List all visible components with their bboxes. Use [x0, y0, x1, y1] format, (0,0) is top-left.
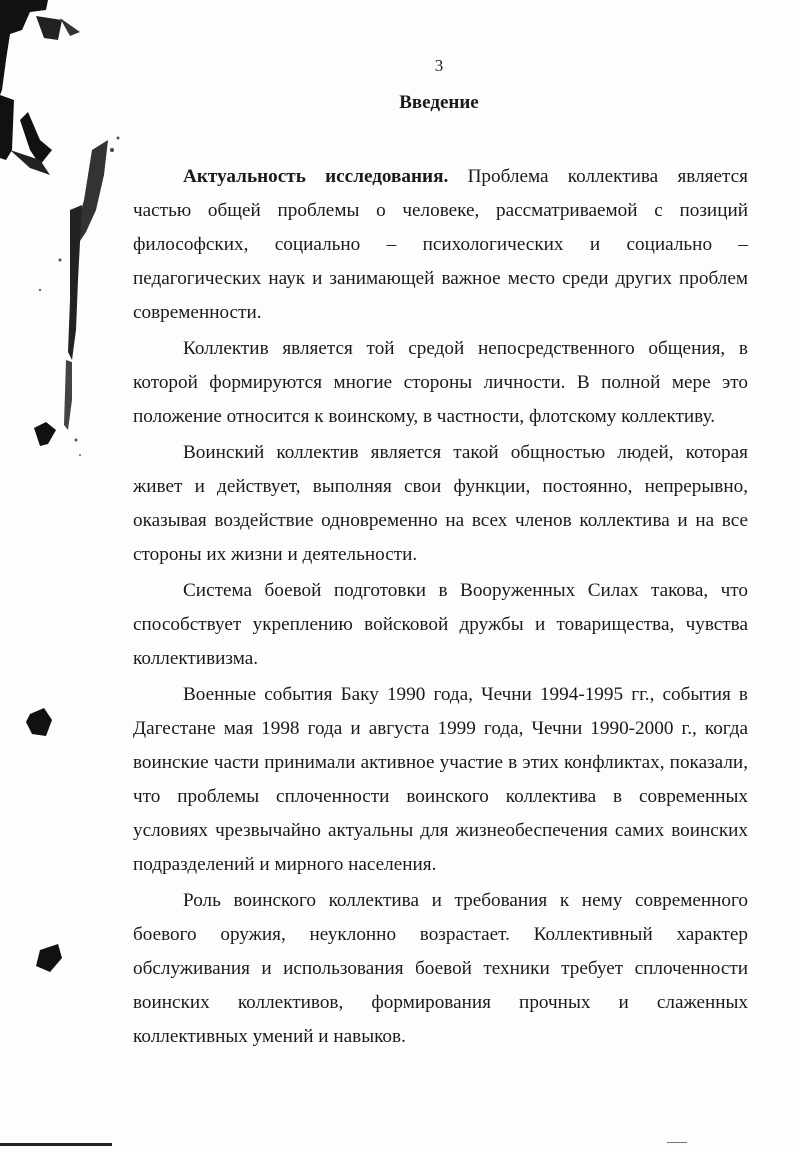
- body-text: [133, 160, 748, 1056]
- paragraph-5: Военные события Баку 1990 года, Чечни 1994-1995 гг., события в Дагестане мая 1998 года и августа 1999 года, Чечни 1990-2000 г., когда воинские части принимали активное участие в этих конфликтах, показали, что проблемы сплоченности воинского коллектива в современных условиях чрезвычайно актуальны для жизнеобеспечения самих воинских подразделений и мирного населения.: [133, 684, 748, 875]
- page-title: Введение: [399, 92, 479, 113]
- scan-edge-dash: [667, 1142, 687, 1143]
- paragraph-4: Система боевой подготовки в Вооруженных Силах такова, что способствует укреплению войсковой дружбы и товарищества, чувства коллективизма.: [133, 580, 748, 669]
- page-number: 3: [434, 56, 444, 75]
- paragraph-lead: Актуальность исследования.: [183, 166, 449, 187]
- paragraph-2: Коллектив является той средой непосредственного общения, в которой формируются многие стороны личности. В полной мере это положение относится к воинскому, в частности, флотскому коллективу.: [133, 338, 748, 427]
- scan-edge-line: [0, 1143, 112, 1146]
- scan-artifacts: [0, 0, 140, 1151]
- paragraph-text: Проблема коллектива является частью общей проблемы о человеке, рассматриваемой с позиций философских, социально – психологических и социально – педагогических наук и занимающей важное место среди других проблем современности.: [133, 166, 748, 323]
- paragraph-1: [133, 160, 748, 330]
- paragraph-3: Воинский коллектив является такой общностью людей, которая живет и действует, выполняя свои функции, постоянно, непрерывно, оказывая воздействие одновременно на всех членов коллектива и на все стороны их жизни и деятельности.: [133, 442, 748, 565]
- paragraph-6: Роль воинского коллектива и требования к нему современного боевого оружия, неуклонно возрастает. Коллективный характер обслуживания и использования боевой техники требует сплоченности воинских коллективов, формирования прочных и слаженных коллективных умений и навыков.: [133, 890, 748, 1047]
